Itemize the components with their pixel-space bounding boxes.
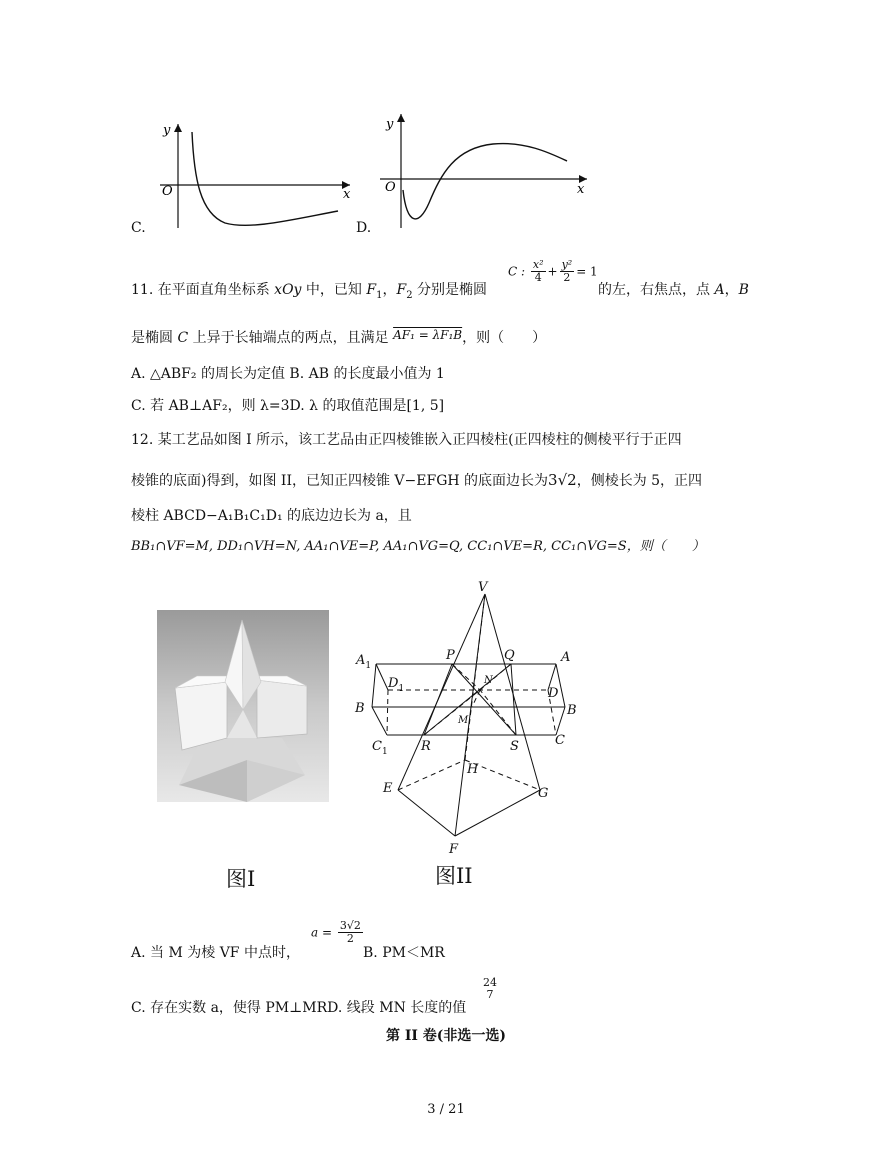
label-b-left: B bbox=[355, 701, 365, 716]
label-f: F bbox=[449, 842, 459, 857]
label-m: M bbox=[458, 715, 469, 726]
label-a1: $A_1$ bbox=[356, 653, 372, 671]
figure-1-caption: 图I bbox=[226, 867, 256, 891]
vector-equation: AF₁ = λF₁B bbox=[393, 328, 463, 342]
graph-c-y-label: y bbox=[163, 123, 171, 138]
q12-option-cd: C. 存在实数 a，使得 PM⊥MRD. 线段 MN 长度的值 bbox=[131, 1000, 467, 1016]
label-r: R bbox=[421, 739, 431, 754]
graph-d-origin-label: O bbox=[385, 180, 396, 195]
label-p: P bbox=[446, 648, 455, 663]
label-e: E bbox=[383, 781, 393, 796]
q12-line1: 12. 某工艺品如图 I 所示，该工艺品由正四棱锥嵌入正四棱柱(正四棱柱的侧棱平行于正四 bbox=[131, 432, 682, 448]
label-c: C bbox=[555, 733, 565, 748]
graph-d bbox=[375, 108, 595, 233]
label-s: S bbox=[510, 739, 519, 754]
graph-d-y-label: y bbox=[386, 117, 394, 132]
label-d: D bbox=[548, 686, 559, 701]
q12-line2: 棱锥的底面)得到，如图 II，已知正四棱锥 V−EFGH 的底面边长为3√2，侧棱长为 5，正四 bbox=[131, 471, 703, 489]
option-d-label: D. bbox=[356, 220, 372, 236]
q12-line3: 棱柱 ABCD−A₁B₁C₁D₁ 的底边边长为 a，且 bbox=[131, 508, 412, 524]
q12-line4: BB₁∩VF=M, DD₁∩VH=N, AA₁∩VE=P, AA₁∩VG=Q, CC₁∩VE=R, CC₁∩VG=S，则（ ） bbox=[131, 539, 705, 554]
graph-c-origin-label: O bbox=[162, 184, 173, 199]
section-title: 第 II 卷(非选一选) bbox=[385, 1028, 507, 1044]
graph-c bbox=[150, 118, 360, 236]
q12-option-d-fraction: 24 7 bbox=[483, 976, 497, 1001]
label-c1: $C_1$ bbox=[372, 739, 388, 757]
label-n: N bbox=[484, 675, 493, 686]
label-g: G bbox=[538, 786, 549, 801]
craft-photo bbox=[157, 610, 329, 802]
q11-option-cd: C. 若 AB⊥AF₂，则 λ=3D. λ 的取值范围是[1, 5] bbox=[131, 398, 445, 414]
label-h: H bbox=[467, 762, 479, 777]
graph-d-x-label: x bbox=[577, 182, 585, 197]
q12-option-ab: A. 当 M 为棱 VF 中点时， bbox=[131, 945, 300, 961]
q11-stem-line2: 是椭圆 C 上异于长轴端点的两点，且满足 AF₁ = λF₁B，则（ ） bbox=[131, 328, 547, 346]
q12-option-a-fraction: a = $\frac{3√2}{2}$ bbox=[311, 919, 361, 945]
q11-option-ab: A. △ABF₂ 的周长为定值 B. AB 的长度最小值为 1 bbox=[131, 366, 445, 382]
figure-2-caption: 图II bbox=[435, 864, 473, 888]
q11-stem-line1-end: 的左，右焦点，点 A，B bbox=[598, 282, 749, 298]
label-a: A bbox=[561, 650, 571, 665]
graph-c-x-label: x bbox=[343, 187, 351, 202]
page-number: 3 / 21 bbox=[427, 1102, 465, 1117]
q11-stem-line1: 11. 在平面直角坐标系 xOy 中，已知 $F_1$，$F_2$ 分别是椭圆 bbox=[131, 282, 488, 301]
label-v: V bbox=[478, 580, 488, 595]
q12-option-b: B. PM＜MR bbox=[363, 945, 445, 961]
geometry-diagram bbox=[350, 578, 590, 858]
option-c-label: C. bbox=[131, 220, 146, 236]
label-q: Q bbox=[504, 648, 515, 663]
label-b-right: B bbox=[567, 703, 577, 718]
label-d1: $D_1$ bbox=[388, 676, 405, 694]
side-length-root: 3√2 bbox=[548, 471, 577, 489]
ellipse-equation: C : $\frac{\text{x²}}{4}$ + $\frac{\text{y²}}{2}$ = 1 bbox=[508, 258, 598, 284]
